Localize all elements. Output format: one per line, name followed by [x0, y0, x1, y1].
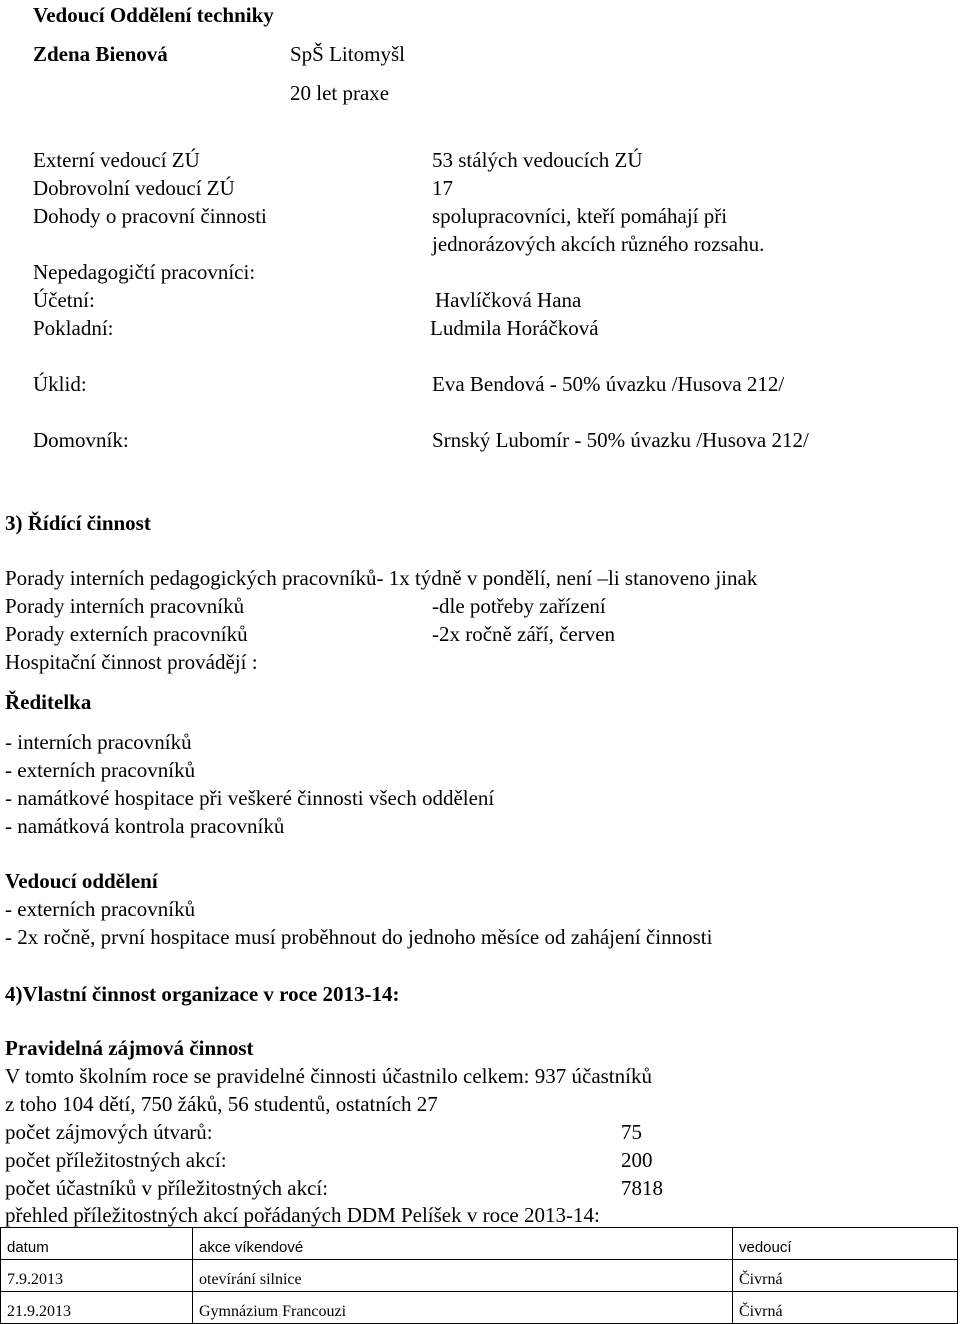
table-caption: přehled příležitostných akcí pořádaných DDM Pelíšek v roce 2013-14: — [5, 1203, 600, 1227]
stat-label: počet příležitostných akcí: — [5, 1148, 227, 1172]
staff-value-external: 53 stálých vedoucích ZÚ — [432, 148, 643, 172]
staff-value-agreements: spolupracovníci, kteří pomáhají při — [432, 204, 728, 228]
regular-activity-heading: Pravidelná zájmová činnost — [5, 1036, 254, 1060]
table-cell: Čivrná — [733, 1292, 958, 1324]
staff-label-volunteer: Dobrovolní vedoucí ZÚ — [33, 176, 235, 200]
section3-heading: 3) Řídící činnost — [5, 511, 151, 535]
meeting-line-3-note: -2x ročně září, červen — [432, 622, 616, 646]
stat-value: 75 — [621, 1120, 642, 1144]
director-item: - namátková kontrola pracovníků — [5, 814, 285, 838]
section4-heading: 4)Vlastní činnost organizace v roce 2013-14: — [5, 982, 400, 1006]
stat-label: počet účastníků v příležitostných akcí: — [5, 1176, 329, 1200]
department-title: Vedoucí Oddělení techniky — [33, 3, 274, 27]
nonped-label-accountant: Účetní: — [33, 288, 95, 312]
meeting-line-2: Porady interních pracovníků — [5, 594, 245, 618]
director-item: - externích pracovníků — [5, 758, 196, 782]
table-cell: Gymnázium Francouzi — [193, 1292, 733, 1324]
staff-value-volunteer: 17 — [432, 176, 453, 200]
table-row — [1, 1260, 958, 1292]
dept-head-heading: Vedoucí oddělení — [5, 869, 158, 893]
stat-label: počet zájmových útvarů: — [5, 1120, 213, 1144]
nonped-label-caretaker: Domovník: — [33, 428, 129, 452]
head-name: Zdena Bienová — [33, 42, 168, 66]
inspection-line: Hospitační činnost provádějí : — [5, 650, 258, 674]
nonped-label-cashier: Pokladní: — [33, 316, 114, 340]
table-row — [1, 1292, 958, 1324]
table-header-row — [1, 1228, 958, 1260]
table-header-cell: vedoucí — [733, 1228, 958, 1260]
staff-value-agreements-cont: jednorázových akcích různého rozsahu. — [432, 232, 765, 256]
participants-breakdown: z toho 104 dětí, 750 žáků, 56 studentů, ostatních 27 — [5, 1092, 438, 1116]
head-school: SpŠ Litomyšl — [290, 42, 405, 66]
nonped-value-caretaker: Srnský Lubomír - 50% úvazku /Husova 212/ — [432, 428, 809, 452]
meeting-line-1: Porady interních pedagogických pracovníků- 1x týdně v pondělí, není –li stanoveno jinak — [5, 566, 758, 590]
director-heading: Ředitelka — [5, 690, 92, 714]
nonped-label-cleaning: Úklid: — [33, 372, 87, 396]
table-cell: Čivrná — [733, 1260, 958, 1292]
meeting-line-3: Porady externích pracovníků — [5, 622, 248, 646]
head-experience: 20 let praxe — [290, 81, 390, 105]
events-table — [0, 1227, 958, 1324]
meeting-line-2-note: -dle potřeby zařízení — [432, 594, 606, 618]
dept-head-item: - externích pracovníků — [5, 897, 196, 921]
nonped-heading: Nepedagogičtí pracovníci: — [33, 260, 256, 284]
table-cell: otevírání silnice — [193, 1260, 733, 1292]
nonped-value-accountant: Havlíčková Hana — [435, 288, 582, 312]
table-header-cell: datum — [1, 1228, 193, 1260]
table-header-cell: akce víkendové — [193, 1228, 733, 1260]
nonped-value-cashier: Ludmila Horáčková — [430, 316, 599, 340]
dept-head-item: - 2x ročně, první hospitace musí proběhnout do jednoho měsíce od zahájení činnosti — [5, 925, 713, 949]
director-item: - namátkové hospitace při veškeré činnosti všech oddělení — [5, 786, 495, 810]
participants-line: V tomto školním roce se pravidelné činnosti účastnilo celkem: 937 účastníků — [5, 1064, 652, 1088]
table-cell: 21.9.2013 — [1, 1292, 193, 1324]
director-item: - interních pracovníků — [5, 730, 192, 754]
table-cell: 7.9.2013 — [1, 1260, 193, 1292]
stat-value: 200 — [621, 1148, 653, 1172]
stat-value: 7818 — [621, 1176, 663, 1200]
staff-label-external: Externí vedoucí ZÚ — [33, 148, 200, 172]
staff-label-agreements: Dohody o pracovní činnosti — [33, 204, 267, 228]
nonped-value-cleaning: Eva Bendová - 50% úvazku /Husova 212/ — [432, 372, 785, 396]
